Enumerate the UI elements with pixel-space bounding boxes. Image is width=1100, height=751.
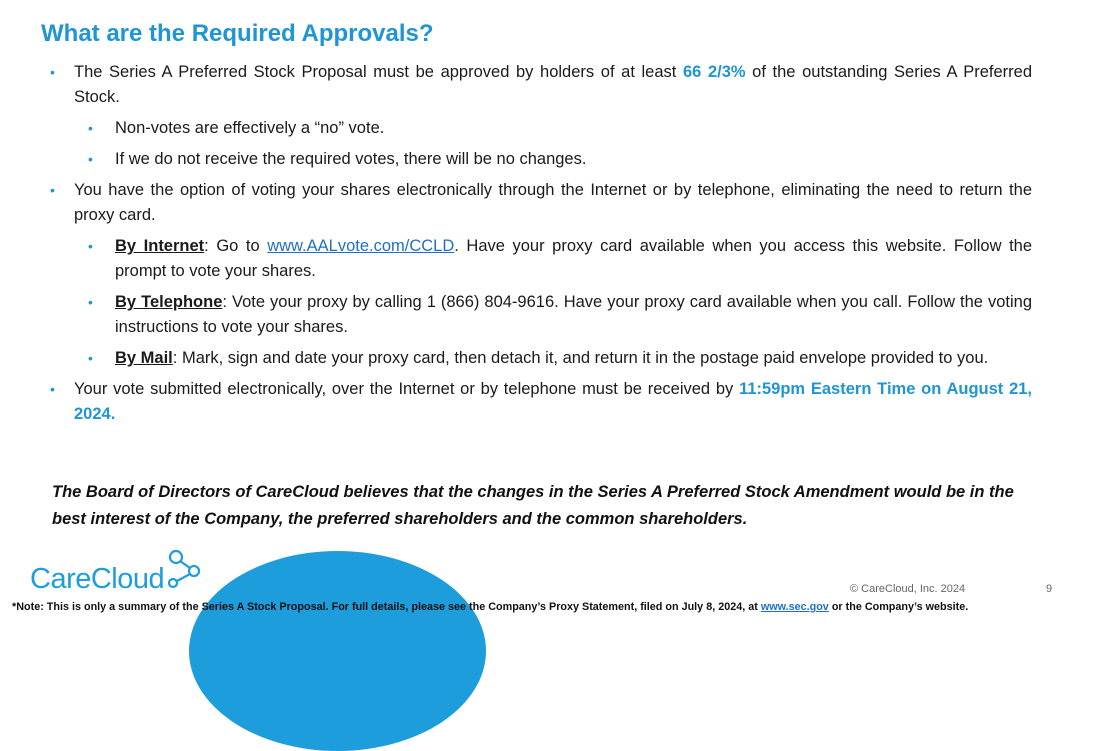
bullet-approval <box>50 60 1032 110</box>
bullet-dot: • <box>50 381 55 397</box>
bullet-dot: • <box>88 350 93 366</box>
approval-text: The Series A Preferred Stock Proposal must be approved by holders of at least <box>74 63 683 81</box>
copyright: © CareCloud, Inc. 2024 <box>850 583 966 595</box>
sub-bullet-mail <box>50 346 1032 371</box>
sec-link[interactable]: www.sec.gov <box>760 601 829 613</box>
bullet-voting-options <box>50 178 1032 228</box>
no-changes-text: If we do not receive the required votes, there will be no changes. <box>115 150 587 168</box>
deadline-time: 11:59pm Eastern Time on August 21, 2024. <box>74 380 1033 423</box>
page-number: 9 <box>1046 583 1053 595</box>
voting-options-text: You have the option of voting your shares electronically through the Internet or by telephone, eliminating the need to return the proxy card. <box>74 181 1032 224</box>
sub-bullet-internet <box>50 234 1032 284</box>
footnote-text: *Note: This is only a summary of the Series A Stock Proposal. For full details, please see the Company’s Proxy Statement, filed on July 8, 2024, at <box>12 601 761 613</box>
carecloud-logo <box>30 549 210 601</box>
footnote <box>12 601 968 613</box>
nonvotes-text: Non-votes are effectively a “no” vote. <box>115 119 385 137</box>
mail-text: : Mark, sign and date your proxy card, then detach it, and return it in the postage paid envelope provided to you. <box>172 349 989 367</box>
sub-bullet-telephone <box>50 290 1032 340</box>
internet-text: : Go to <box>204 237 268 255</box>
aalvote-link[interactable]: www.AALvote.com/CCLD <box>267 237 455 255</box>
bullet-deadline <box>50 377 1032 427</box>
bullet-dot: • <box>50 64 55 80</box>
page-title: What are the Required Approvals? <box>41 20 434 47</box>
internet-label: By Internet <box>115 237 205 255</box>
telephone-text: : Vote your proxy by calling 1 (866) 804-9616. Have your proxy card available when you call. Follow the voting instructions to vote your shares. <box>115 293 1032 336</box>
approval-text-end: of the outstanding Series A Preferred Stock. <box>74 63 1032 106</box>
telephone-label: By Telephone <box>115 293 223 311</box>
bullet-dot: • <box>88 151 93 167</box>
sub-bullet-no-changes <box>50 147 1032 172</box>
board-statement: The Board of Directors of CareCloud believes that the changes in the Series A Preferred Stock Amendment would be in the best interest of the Company, the preferred shareholders and the common shareholders. <box>52 483 1014 528</box>
sub-bullet-nonvotes <box>50 116 1032 141</box>
mail-label: By Mail <box>115 349 173 367</box>
bullet-dot: • <box>88 294 93 310</box>
logo-text: CareCloud <box>30 563 165 595</box>
internet-text-end: . Have your proxy card available when you access this website. Follow the prompt to vote your shares. <box>115 237 1033 280</box>
decorative-arc <box>189 551 486 751</box>
deadline-text: Your vote submitted electronically, over the Internet or by telephone must be received by <box>74 380 740 398</box>
molecule-icon <box>164 549 214 595</box>
bullet-dot: • <box>50 182 55 198</box>
footnote-text-end: or the Company’s website. <box>828 601 969 613</box>
bullet-dot: • <box>88 120 93 136</box>
bullet-list <box>50 60 1032 433</box>
approval-threshold: 66 2/3% <box>682 63 746 81</box>
bullet-dot: • <box>88 238 93 254</box>
